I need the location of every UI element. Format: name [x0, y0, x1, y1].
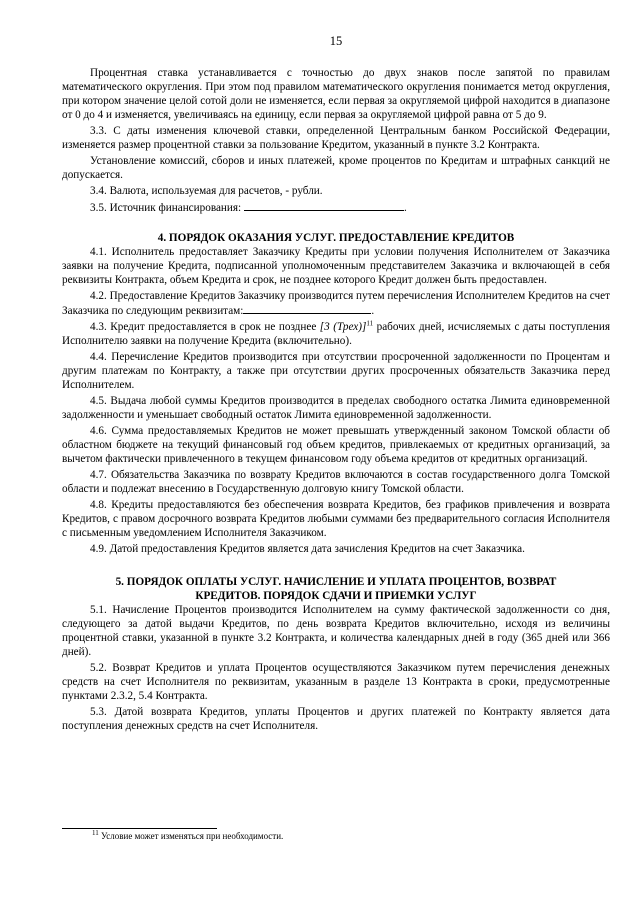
- page-number: 15: [329, 34, 343, 48]
- paragraph-rounding-rule: Процентная ставка устанавливается с точностью до двух знаков после запятой по правилам математического округления. При этом под правилом математического округления понимается метод округления, при котором значение целой сотой доли не изменяется, если первая за округляемой цифрой находится в диапазоне от 0 до 4 и изменяется, увеличиваясь на единицу, если первая за округляемой цифрой равна от 5 до 9.: [62, 67, 610, 121]
- paragraph-4-5: 4.5. Выдача любой суммы Кредитов производится в пределах свободного остатка Лимита единовременной задолженности и уменьшает свободный остаток Лимита единовременной задолженности.: [62, 395, 610, 421]
- bank-details-blank: [243, 303, 371, 314]
- paragraph-3-5: [62, 200, 610, 215]
- section-5-heading-line1: 5. ПОРЯДОК ОПЛАТЫ УСЛУГ. НАЧИСЛЕНИЕ И УПЛАТА ПРОЦЕНТОВ, ВОЗВРАТ: [115, 576, 557, 588]
- paragraph-4-7: 4.7. Обязательства Заказчика по возврату Кредитов включаются в состав государственного долга Томской области и подлежат внесению в Государственную долговую книгу Томской области.: [62, 469, 610, 495]
- footnote-ref: 11: [366, 319, 374, 328]
- paragraph-5-3: 5.3. Датой возврата Кредитов, уплаты Процентов и других платежей по Контракту является дата поступления денежных средств на счет Исполнителя.: [62, 706, 610, 732]
- footnote: [92, 831, 283, 842]
- paragraph-3-5-end: .: [403, 202, 407, 214]
- paragraph-4-1: 4.1. Исполнитель предоставляет Заказчику Кредиты при условии получения Исполнителем от Заказчика заявки на получение Кредита, подписанной уполномоченным представителем Заказчика и включающей в себя реквизиты Контракта, объем Кредита и срок, не позднее которого Кредит должен быть предоставлен.: [62, 246, 610, 286]
- section-4-heading: 4. ПОРЯДОК ОКАЗАНИЯ УСЛУГ. ПРЕДОСТАВЛЕНИЕ КРЕДИТОВ: [157, 232, 515, 244]
- paragraph-4-6: 4.6. Сумма предоставляемых Кредитов не может превышать утвержденный законом Томской области об областном бюджете на текущий финансовый год объем кредитов, привлекаемых от кредитных организаций, за вычетом фактически привлеченного в текущем финансовом году объема кредитов от кредитных организаций.: [62, 425, 610, 465]
- paragraph-3-4: 3.4. Валюта, используемая для расчетов, - рубли.: [90, 185, 323, 197]
- footnote-text: Условие может изменяться при необходимости.: [98, 831, 284, 841]
- paragraph-3-3: 3.3. С даты изменения ключевой ставки, определенной Центральным банком Российской Федерации, изменяется размер процентной ставки за пользование Кредитом, указанный в пункте 3.2 Контракта.: [62, 125, 610, 151]
- paragraph-5-1: 5.1. Начисление Процентов производится Исполнителем на сумму фактической задолженности со дня, следующего за датой выдачи Кредитов, по день возврата Кредитов включительно, исходя из величины процентной ставки, указанной в пункте 3.2 Контракта, и количества календарных дней в году (365 дней или 366 дней).: [62, 604, 610, 658]
- paragraph-5-2: 5.2. Возврат Кредитов и уплата Процентов осуществляются Заказчиком путем перечисления денежных средств на счет Исполнителя по реквизитам, указанным в разделе 13 Контракта в сроки, предусмотренные пунктами 2.3.2, 5.4 Контракта.: [62, 662, 610, 702]
- paragraph-4-2-text: 4.2. Предоставление Кредитов Заказчику производится путем перечисления Исполнителем Кредитов на счет Заказчика по следующим реквизитам:: [62, 290, 610, 317]
- footnote-divider: [62, 828, 217, 829]
- footnote-marker: 11: [92, 829, 99, 837]
- paragraph-4-9: 4.9. Датой предоставления Кредитов является дата зачисления Кредитов на счет Заказчика.: [90, 543, 525, 555]
- document-page: [62, 34, 610, 735]
- term-days: [3 (Трех)]: [319, 321, 367, 333]
- paragraph-4-4: 4.4. Перечисление Кредитов производится при отсутствии просроченной задолженности по Процентам и другим платежам по Контракту, а также при отсутствии других просроченных обязательств Заказчика перед Исполнителем.: [62, 351, 610, 391]
- paragraph-4-3: [62, 320, 610, 348]
- paragraph-4-2: [62, 289, 610, 318]
- section-5-heading-line2: КРЕДИТОВ. ПОРЯДОК СДАЧИ И ПРИЕМКИ УСЛУГ: [195, 590, 477, 602]
- paragraph-commissions: Установление комиссий, сборов и иных платежей, кроме процентов по Кредитам и штрафных санкций не допускается.: [62, 155, 610, 181]
- paragraph-3-5-text: 3.5. Источник финансирования:: [90, 202, 244, 214]
- paragraph-4-3-end: рабочих дней, исчисляемых с даты поступления Исполнителю заявки на получение Кредита (включительно).: [62, 321, 610, 347]
- paragraph-4-3-text: 4.3. Кредит предоставляется в срок не позднее: [90, 321, 320, 333]
- paragraph-4-2-end: .: [371, 305, 375, 317]
- funding-source-blank: [244, 200, 404, 211]
- paragraph-4-8: 4.8. Кредиты предоставляются без обеспечения возврата Кредитов, без графиков привлечения и возврата Кредитов, с правом досрочного возврата Кредитов любыми суммами без предварительного согласия Исполнителя с письменным уведомлением Исполнителя Заказчиком.: [62, 499, 610, 539]
